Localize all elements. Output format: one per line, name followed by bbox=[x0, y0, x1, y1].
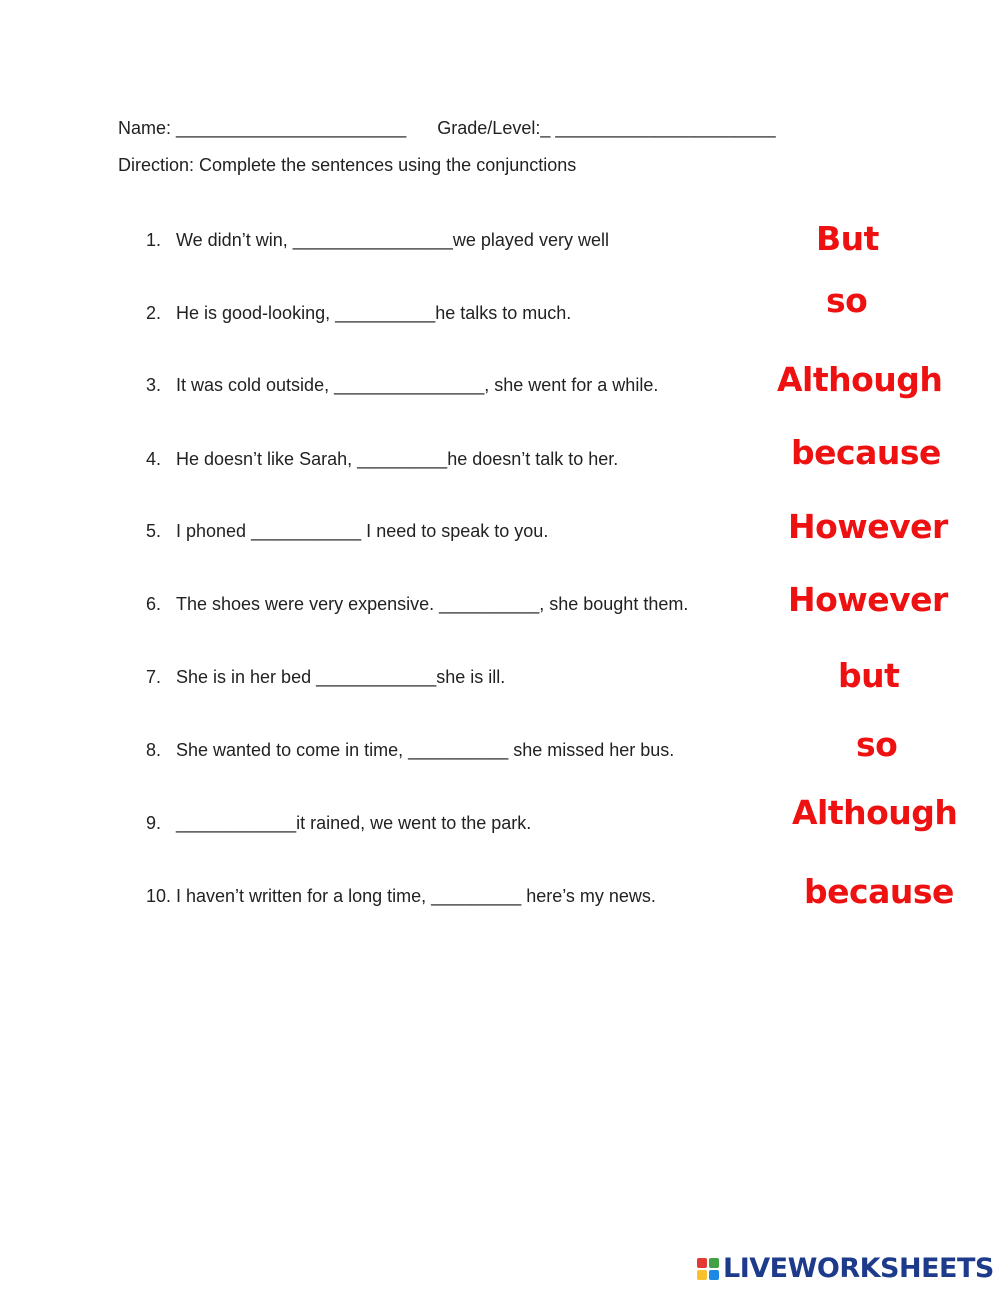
question-row bbox=[146, 813, 766, 834]
question-text: We didn’t win, ________________we played very well bbox=[176, 230, 609, 250]
question-row bbox=[146, 303, 766, 324]
question-row bbox=[146, 667, 766, 688]
logo-block bbox=[709, 1258, 719, 1268]
answer-option[interactable]: However bbox=[788, 580, 948, 619]
answer-option[interactable]: Although bbox=[792, 793, 958, 832]
question-text: ____________it rained, we went to the park. bbox=[176, 813, 532, 833]
question-number: 10. bbox=[146, 886, 172, 906]
answer-option[interactable]: so bbox=[826, 281, 868, 320]
question-row bbox=[146, 594, 766, 615]
question-text: I haven’t written for a long time, _________ here’s my news. bbox=[176, 886, 656, 906]
answer-option[interactable]: because bbox=[804, 872, 954, 911]
question-text: The shoes were very expensive. __________, she bought them. bbox=[176, 594, 689, 614]
answer-option[interactable]: so bbox=[856, 725, 898, 764]
question-row bbox=[146, 740, 766, 761]
question-row bbox=[146, 449, 766, 470]
logo-blocks-icon bbox=[697, 1258, 719, 1280]
question-number: 5. bbox=[146, 521, 162, 541]
grade-field-label: Grade/Level:_ ______________________ bbox=[437, 118, 776, 138]
question-text: She wanted to come in time, __________ she missed her bus. bbox=[176, 740, 675, 760]
answer-option[interactable]: However bbox=[788, 507, 948, 546]
question-row bbox=[146, 886, 766, 907]
question-text: He doesn’t like Sarah, _________he doesn’t talk to her. bbox=[176, 449, 619, 469]
header-line bbox=[118, 118, 776, 139]
direction-text: Direction: Complete the sentences using the conjunctions bbox=[118, 155, 577, 175]
question-row bbox=[146, 375, 766, 396]
question-text: It was cold outside, _______________, she went for a while. bbox=[176, 375, 659, 395]
question-number: 8. bbox=[146, 740, 162, 760]
liveworksheets-logo bbox=[697, 1253, 994, 1284]
name-field-label: Name: _______________________ bbox=[118, 118, 407, 138]
logo-block bbox=[697, 1270, 707, 1280]
question-number: 3. bbox=[146, 375, 162, 395]
question-text: I phoned ___________ I need to speak to you. bbox=[176, 521, 549, 541]
question-number: 4. bbox=[146, 449, 162, 469]
question-number: 6. bbox=[146, 594, 162, 614]
question-number: 9. bbox=[146, 813, 162, 833]
question-number: 1. bbox=[146, 230, 162, 250]
answer-option[interactable]: But bbox=[816, 219, 879, 258]
answer-option[interactable]: Although bbox=[777, 360, 943, 399]
question-number: 2. bbox=[146, 303, 162, 323]
logo-block bbox=[697, 1258, 707, 1268]
answer-option[interactable]: because bbox=[791, 433, 941, 472]
answer-option[interactable]: but bbox=[838, 656, 900, 695]
question-row bbox=[146, 521, 766, 542]
question-text: He is good-looking, __________he talks to much. bbox=[176, 303, 572, 323]
logo-text: LIVEWORKSHEETS bbox=[723, 1253, 994, 1284]
question-number: 7. bbox=[146, 667, 162, 687]
logo-block bbox=[709, 1270, 719, 1280]
question-text: She is in her bed ____________she is ill. bbox=[176, 667, 506, 687]
question-row bbox=[146, 230, 766, 251]
